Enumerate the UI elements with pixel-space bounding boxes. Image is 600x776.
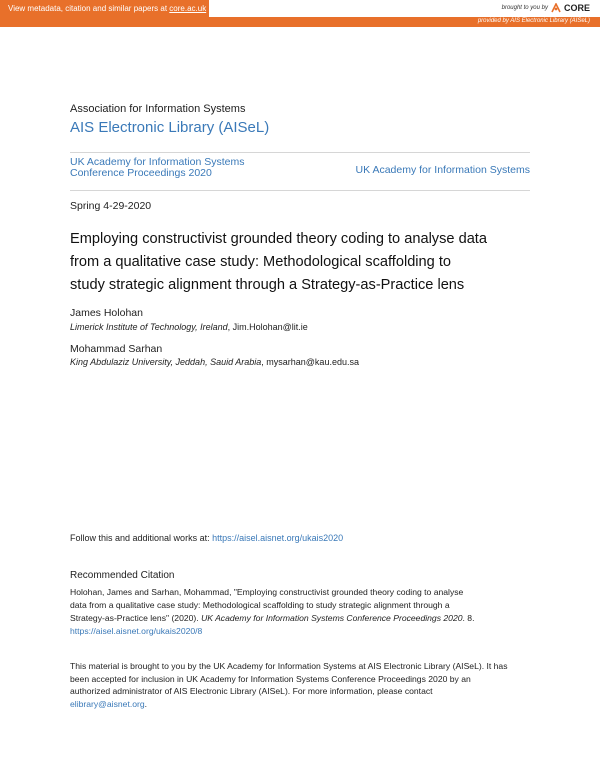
citation-line-1: Holohan, James and Sarhan, Mohammad, "Employing constructivist grounded theory coding to analyse xyxy=(70,587,464,597)
title-line-3: study strategic alignment through a Strategy-as-Practice lens xyxy=(70,277,465,293)
citation-line-3-tail: . 8. xyxy=(462,613,475,623)
notice-line-1: This material is brought to you by the UK Academy for Information Systems at AIS Electronic Library (AISeL). It has xyxy=(70,661,508,671)
citation-heading: Recommended Citation xyxy=(70,570,175,581)
contact-email-link[interactable]: elibrary@aisnet.org xyxy=(70,698,145,709)
core-ac-uk-link[interactable]: core.ac.uk xyxy=(169,4,207,13)
author-email-1: , Jim.Holohan@lit.ie xyxy=(227,322,308,332)
follow-text: Follow this and additional works at: xyxy=(70,533,213,543)
author-name-2: Mohammad Sarhan xyxy=(70,343,163,355)
core-brought-by xyxy=(502,3,590,13)
citation-line-3 xyxy=(70,612,540,625)
core-banner xyxy=(0,0,600,27)
citation-link[interactable]: https://aisel.aisnet.org/ukais2020/8 xyxy=(70,626,203,636)
core-logo-text[interactable]: CORE xyxy=(563,3,590,13)
proceedings-link-line-1: UK Academy for Information Systems xyxy=(70,156,245,168)
author-affiliation-2 xyxy=(70,357,359,367)
notice-line-2: been accepted for inclusion in UK Academy for Information Systems Conference Proceedings 2020 by an xyxy=(70,673,471,684)
proceedings-link[interactable] xyxy=(70,157,270,179)
title-line-1: Employing constructivist grounded theory coding to analyse data xyxy=(70,231,487,247)
author-affiliation-1 xyxy=(70,322,308,332)
affiliation-institution-1: Limerick Institute of Technology, Ireland xyxy=(70,322,228,332)
library-title-link[interactable]: AIS Electronic Library (AISeL) xyxy=(70,119,270,136)
association-name: Association for Information Systems xyxy=(70,103,246,115)
citation-line-2: data from a qualitative case study: Methodological scaffolding to study strategic alignment through a xyxy=(70,600,450,610)
publication-date: Spring 4-29-2020 xyxy=(70,200,152,212)
author-name-1: James Holohan xyxy=(70,307,143,319)
citation-line-3-plain: Strategy-as-Practice lens" (2020). xyxy=(70,613,202,623)
core-provided-strip xyxy=(0,17,600,27)
proceedings-link-line-2: Conference Proceedings 2020 xyxy=(70,167,212,179)
affiliation-institution-2: King Abdulaziz University, Jeddah, Sauid Arabia xyxy=(70,357,262,367)
core-view-metadata-link[interactable] xyxy=(0,0,209,17)
core-banner-text: View metadata, citation and similar papers at xyxy=(8,4,170,13)
follow-works xyxy=(70,533,343,543)
paper-title xyxy=(70,228,540,297)
citation-journal: UK Academy for Information Systems Conference Proceedings 2020 xyxy=(201,613,463,623)
brought-by-text: brought to you by xyxy=(501,5,548,11)
core-logo-icon xyxy=(551,3,561,13)
access-notice xyxy=(70,660,540,710)
notice-line-3: authorized administrator of AIS Electronic Library (AISeL). For more information, please contact xyxy=(70,686,433,696)
title-line-2: from a qualitative case study: Methodological scaffolding to xyxy=(70,254,452,270)
notice-line-4 xyxy=(70,698,540,711)
author-email-2: , mysarhan@kau.edu.sa xyxy=(261,357,359,367)
divider-top xyxy=(70,152,530,153)
follow-link[interactable]: https://aisel.aisnet.org/ukais2020 xyxy=(212,533,344,543)
notice-end: . xyxy=(144,698,148,709)
academy-link[interactable]: UK Academy for Information Systems xyxy=(355,164,530,176)
divider-bottom xyxy=(70,190,530,191)
provided-by-text: provided by AIS Electronic Library (AISeL) xyxy=(477,18,590,24)
citation-body xyxy=(70,586,540,638)
